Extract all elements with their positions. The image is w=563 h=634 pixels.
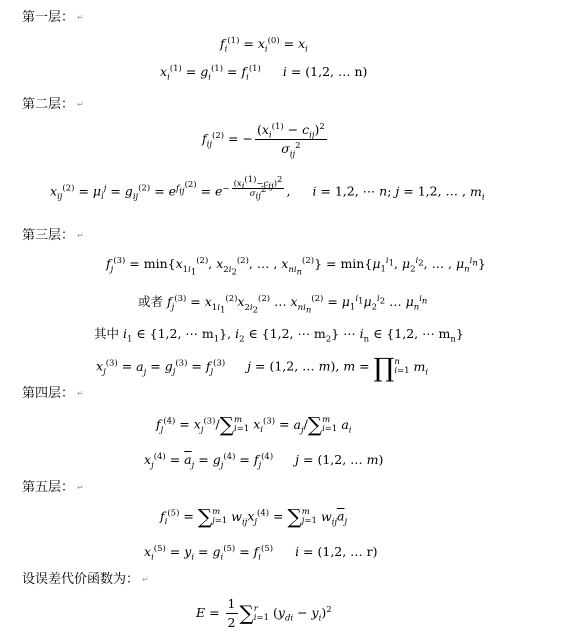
equation-layer5-input: $f_i^{(5)}$ = ∑ m j=1 $w_{ij}x_j^{(4)}$ = ∑ m j=1 $w_{ij}\overline{a}_j$ — [160, 504, 348, 529]
heading-layer-4: 第四层： ↵ — [22, 386, 84, 401]
heading-layer-2: 第二层： ↵ — [22, 97, 84, 112]
equation-layer5-output: $x_i^{(5)} = y_i = g_i^{(5)} = f_i^{(5)}$ i = (1,2, … r) — [144, 543, 378, 563]
heading-layer-5: 第五层： ↵ — [22, 480, 84, 495]
equation-layer3-product: 或者 $f_j^{(3)} = x_{1i_1}^{(2)}x_{2i_2}^{(2)}$ … $x_{ni_n}^{(2)} = \mu_1^{i_1}\mu_2^{i_2}$ … $\mu_n^{i_n}$ — [138, 293, 428, 316]
equation-layer2-output: $x_{ij}^{(2)} = \mu_i^j = g_{ij}^{(2)} = e^{f_{ij}^{(2)}} = e^{- \frac{(x_i^{(1)}-c_{ij})^2}{\sigma_{ij}^2}}$ , i = 1,2, ⋯ n; j = 1,2, … , $m_i$ — [50, 175, 485, 203]
heading-error-function: 设误差代价函数为： ↵ — [22, 572, 149, 587]
equation-layer3-indices: 其中 $i_1$ ∈ {1,2, ⋯ $m_1$}, $i_2$ ∈ {1,2, ⋯ $m_2$} ⋯ $i_n$ ∈ {1,2, ⋯ $m_n$} — [94, 326, 464, 345]
equation-error-function: E = $\frac{1}{2}$ ∑ r i=1 $(y_{di} - y_i)^2$ — [196, 596, 332, 630]
heading-layer-3: 第三层： ↵ — [22, 228, 84, 243]
equation-layer1-output: $x_i^{(1)} = g_i^{(1)} = f_i^{(1)}$ i = (1,2, … n) — [160, 63, 368, 83]
equation-layer4-output: $x_j^{(4)} = \overline{a}_j = g_j^{(4)} = f_j^{(4)}$ j = (1,2, … m) — [144, 451, 384, 471]
equation-layer4-input: $f_j^{(4)} = x_j^{(3)}/\sum$ m i=1 $x_i^{(3)} = a_j/\sum$ m i=1 $a_i$ — [156, 412, 352, 437]
equation-layer2-input: $f_{ij}^{(2)}$ = − $\frac{(x_i^{(1)} - c_{ij})^2}{\sigma_{ij}^2}$ — [202, 121, 325, 160]
equation-layer1-input: $f_i^{(1)} = x_i^{(0)} = x_i$ — [220, 35, 308, 55]
heading-layer-1: 第一层： ↵ — [22, 10, 84, 25]
equation-layer3-min: $f_j^{(3)} = \min\{x_{1i_1}^{(2)}$, $x_{2i_2}^{(2)}$, … , $x_{ni_n}^{(2)}\} = \min\{\mu_1^{i_1}$, $\mu_2^{i_2}$, … , $\mu_n^{i_n}$} — [106, 255, 486, 278]
equation-layer3-output: $x_j^{(3)} = a_j = g_j^{(3)} = f_j^{(3)}$ j = (1,2, … m), m = ∏ n i=1 $m_i$ — [96, 353, 429, 384]
